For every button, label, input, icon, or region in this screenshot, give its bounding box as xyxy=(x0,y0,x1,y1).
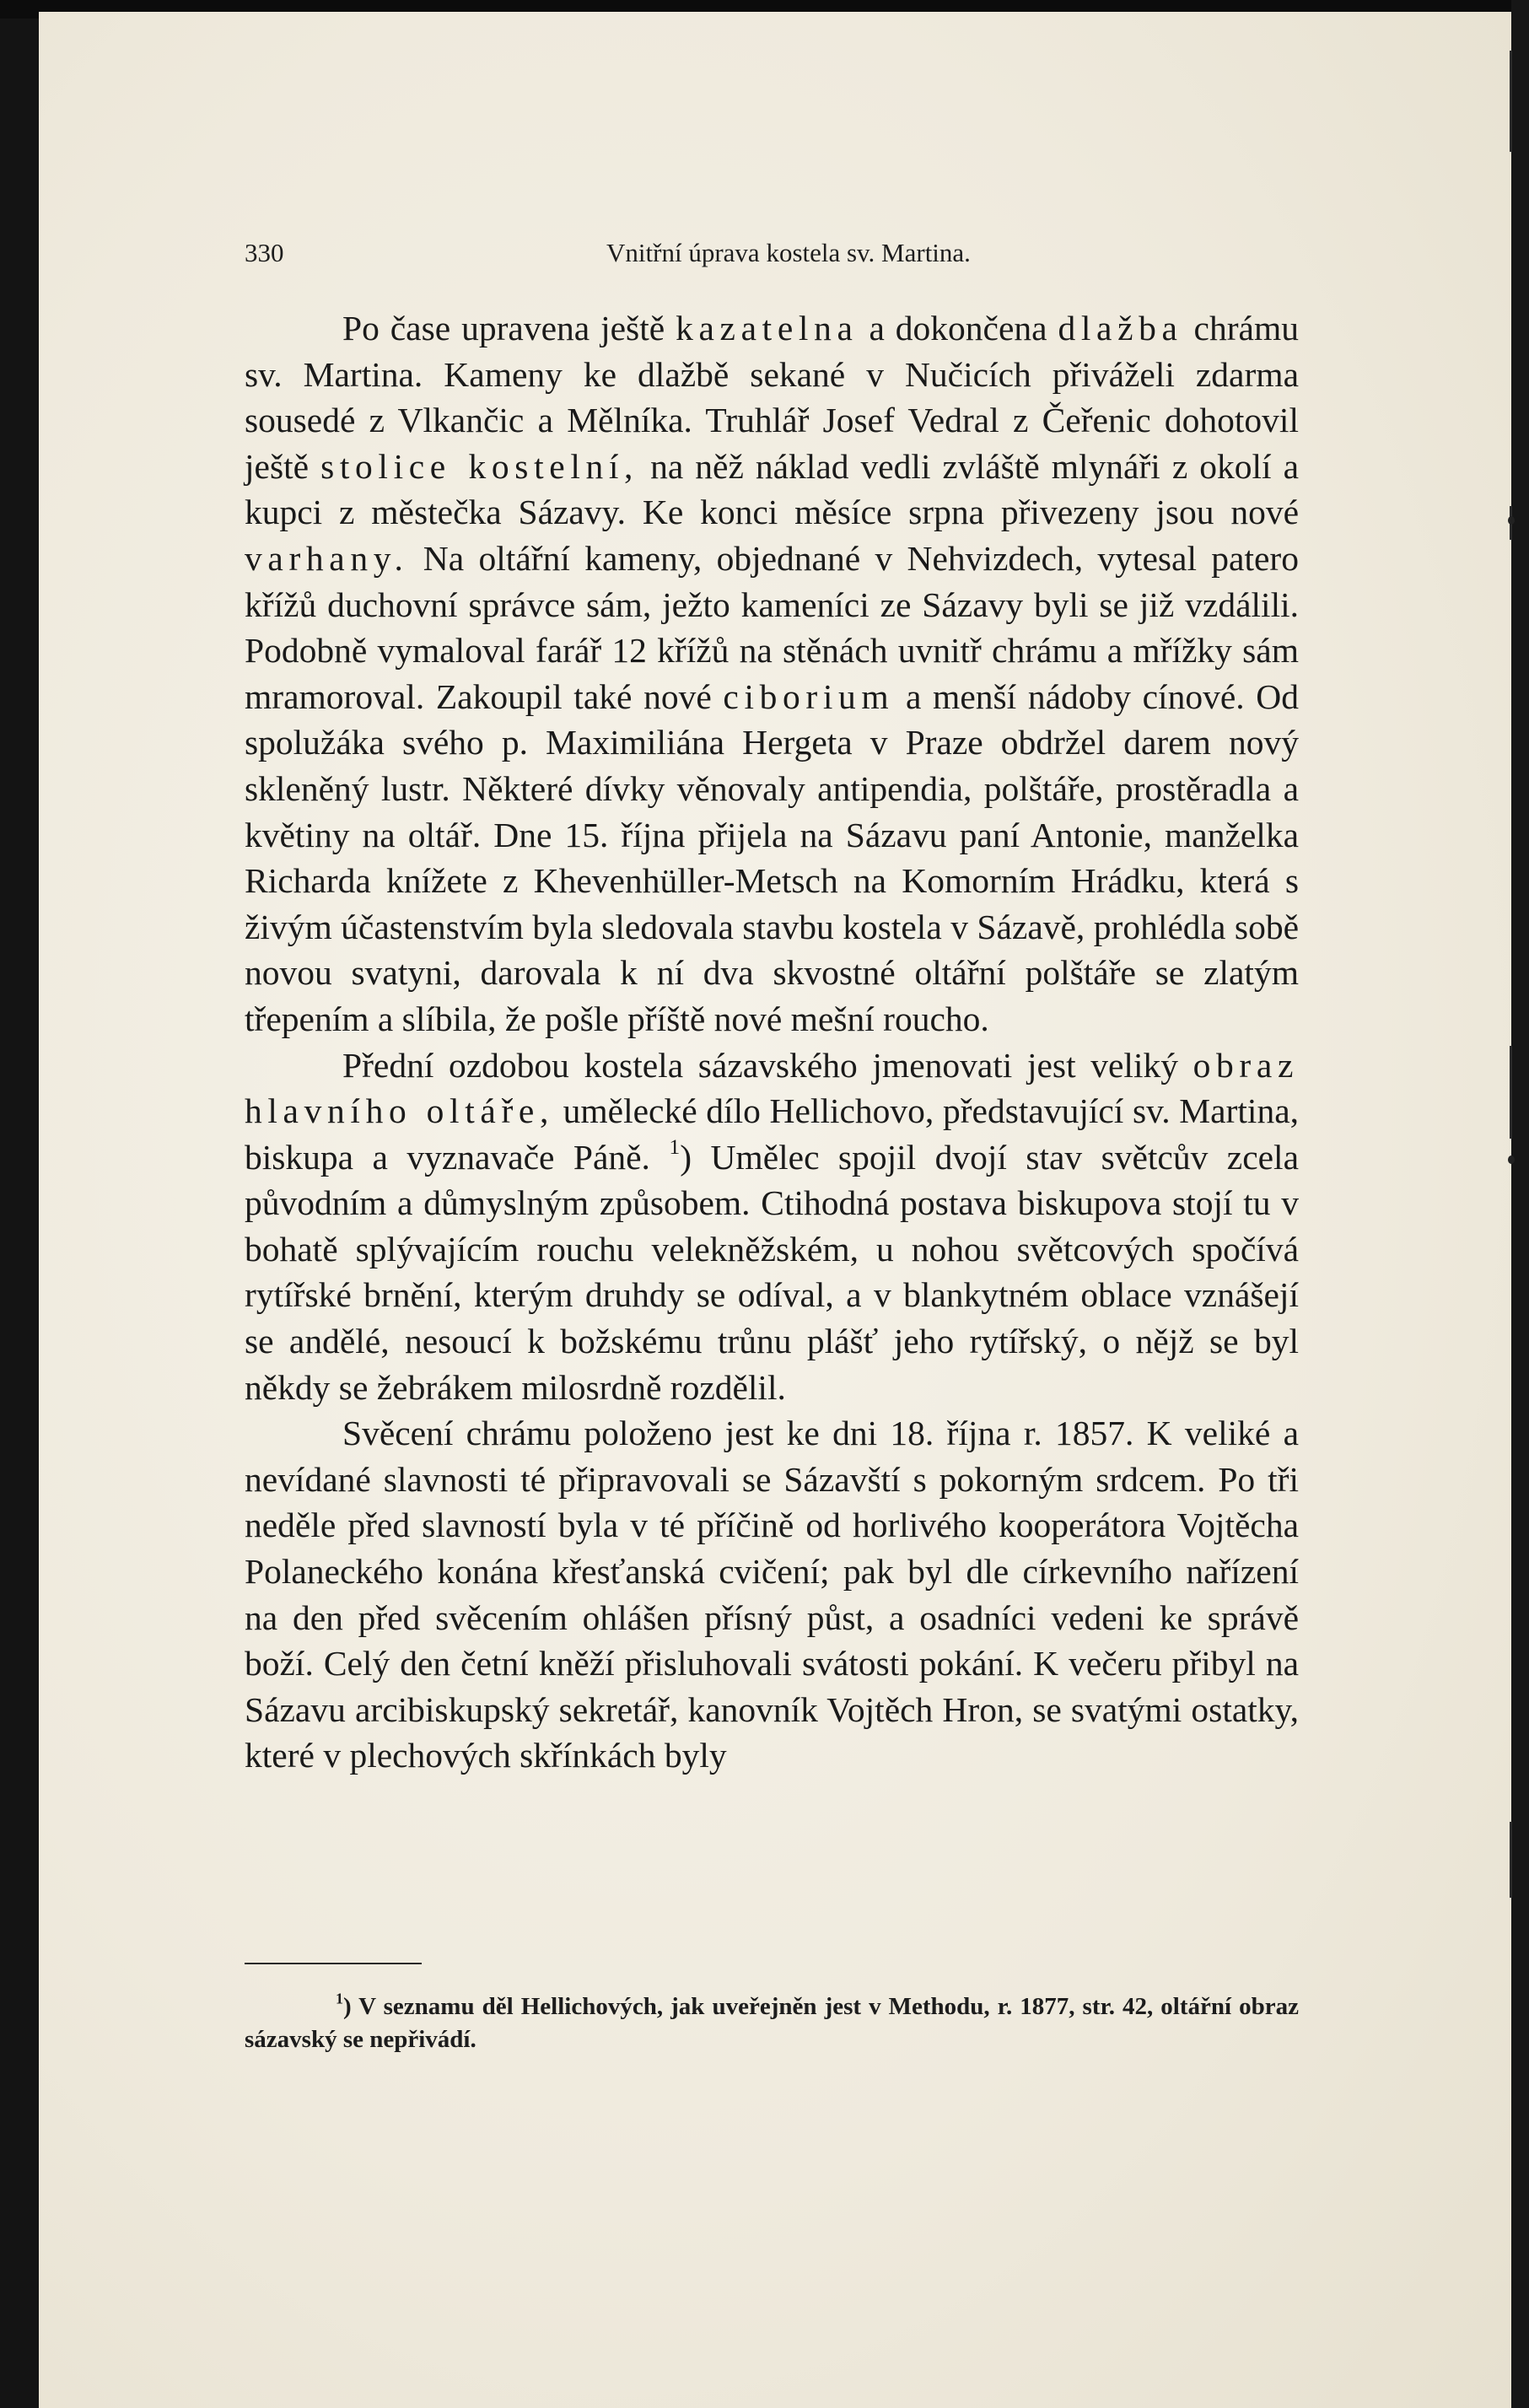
paragraph: Přední ozdobou kostela sázavského jmenovati jest veliký obraz hlavního oltáře, umělecké dílo Hellichovo, představující sv. Martina, biskupa a vyznavače Páně. $^1$) Umělec spojil dvojí stav světcův zcela původním a důmyslným způsobem. Ctihodná postava biskupova stojí tu v bohatě splývajícím rouchu velekněžském, u nohou světcových spočívá rytířské brnění, kterým druhdy se odíval, a v blankytném oblace vznášejí se andělé, nesoucí k božskému trůnu plášť jeho rytířský, o nějž se byl někdy se žebrákem milosrdně rozdělil. xyxy=(245,1045,1299,1407)
spaced-emphasis: dlažba xyxy=(1058,309,1183,347)
footnote-text: ) V seznamu děl Hellichových, jak uveřejněn jest v Methodu, r. 1877, str. 42, oltářní obraz sázavský se nepřivádí. xyxy=(245,1993,1299,2053)
running-title: Vnitřní úprava kostela sv. Martina. xyxy=(606,238,971,267)
scan-right-border xyxy=(1511,0,1529,2408)
page-header xyxy=(245,238,1299,280)
page-edge-mark xyxy=(1508,1156,1515,1164)
main-text xyxy=(245,305,1299,1779)
footnote-number: 1 xyxy=(336,1990,343,2007)
footnote xyxy=(245,1991,1299,2056)
footnote-separator xyxy=(245,1963,422,1964)
paragraph: Svěcení chrámu položeno jest ke dni 18. října r. 1857. K veliké a nevídané slavnosti té připravovali se Sázavští s pokorným srdcem. Po tři neděle před slavností byla v té příčině od horlivého kooperátora Vojtěcha Polaneckého konána křesťanská cvičení; pak byl dle církevního nařízení na den před svěcením ohlášen přísný půst, a osadníci vedeni ke správě boží. Celý den četní kněží přisluhovali svátosti pokání. K večeru přibyl na Sázavu arcibiskupský sekretář, kanovník Vojtěch Hron, se svatými ostatky, které v plechových skřínkách byly xyxy=(245,1414,1299,1775)
spaced-emphasis: varhany. xyxy=(245,538,409,578)
spaced-emphasis: kazatelna xyxy=(676,309,859,347)
spaced-emphasis: stolice kostelní, xyxy=(320,446,639,486)
page-number: 330 xyxy=(245,238,284,267)
footnotes xyxy=(245,1991,1299,2056)
page-edge-line xyxy=(1510,1046,1512,1139)
paragraph: Po čase upravena ještě kazatelna a dokončena dlažba chrámu sv. Martina. Kameny ke dlažbě sekané v Nučicích přiváželi zdarma sousedé z Vlkančic a Mělníka. Truhlář Josef Vedral z Čeřenic dohotovil ještě stolice kostelní, na něž náklad vedli zvláště mlynáři z okolí a kupci z městečka Sázavy. Ke konci měsíce srpna přivezeny jsou nové varhany. Na oltářní kameny, objednané v Nehvizdech, vytesal patero křížů duchovní správce sám, ježto kameníci ze Sázavy byli se již vzdálili. Podobně vymaloval farář 12 křížů na stěnách uvnitř chrámu a mřížky sám mramoroval. Zakoupil také nové ciborium a menší nádoby cínové. Od spolužáka svého p. Maximiliána Hergeta v Praze obdržel darem nový skleněný lustr. Některé dívky věnovaly antipendia, polštáře, prostěradla a květiny na oltář. Dne 15. října přijela na Sázavu paní Antonie, manželka Richarda knížete z Khevenhüller-Metsch na Komorním Hrádku, která s živým účastenstvím byla sledovala stavbu kostela v Sázavě, prohlédla sobě novou svatyni, darovala k ní dva skvostné oltářní polštáře se zlatým třepením a slíbila, že pošle příště nové mešní roucho. xyxy=(245,309,1299,1038)
page-edge-line xyxy=(1510,1822,1512,1898)
page-edge-mark xyxy=(1508,516,1515,525)
spaced-emphasis: obraz hlavního oltáře, xyxy=(245,1045,1299,1131)
page-edge-line xyxy=(1510,51,1512,152)
spaced-emphasis: ciborium xyxy=(723,676,895,716)
footnote-marker: 1 xyxy=(669,1134,681,1159)
